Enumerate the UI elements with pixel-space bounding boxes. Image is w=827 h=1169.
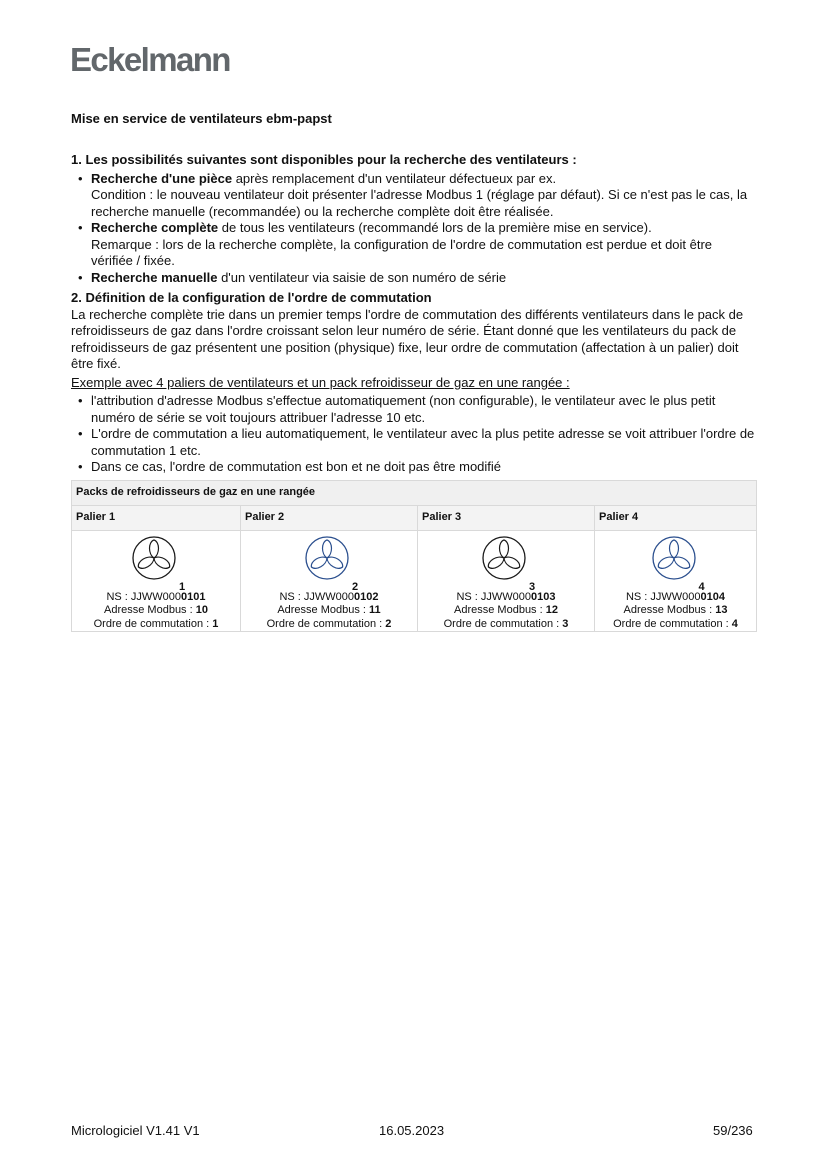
list-item: • L'ordre de commutation a lieu automatiquement, le ventilateur avec la plus petite adresse se voit attribuer l'ordre de commutation 1 etc. [91,426,757,459]
fan-icon [476,535,532,581]
fan-number: 1 [179,580,186,593]
ns-suffix: 0103 [531,590,556,603]
list-item: • l'attribution d'adresse Modbus s'effectue automatiquement (non configurable), le ventilateur avec le plus petit numéro de série se voit toujours attribuer l'adresse 10 etc. [91,393,757,426]
fan-blade [309,554,329,571]
example-list [71,393,757,476]
order-label: Ordre de commutation : [93,617,213,630]
fan-blade [486,554,506,571]
item-extra: Condition : le nouveau ventilateur doit présenter l'adresse Modbus 1 (réglage par défaut). Si ce n'est pas le cas, la recherche manuelle (recommandée) ou la recherche complète doit être réalisée. [91,187,748,219]
addr-label: Adresse Modbus : [277,604,370,616]
fan-number: 2 [352,580,359,593]
ns-prefix: JJWW000 [480,590,532,603]
fan-number: 3 [529,580,536,593]
order-value: 3 [562,617,569,630]
column-header: Palier 3 [418,505,595,530]
list-item: • Dans ce cas, l'ordre de commutation est bon et ne doit pas être modifié [91,459,757,476]
footer-page-number: 59/236 [713,1123,753,1138]
footer-firmware: Micrologiciel V1.41 V1 [71,1123,200,1138]
column-header: Palier 1 [72,505,241,530]
fan-blade [152,554,172,571]
column-header: Palier 2 [241,505,418,530]
addr-label: Adresse Modbus : [104,604,196,616]
fan-number: 4 [698,580,705,593]
item-bold: Recherche complète [91,220,219,235]
fan-icon [299,535,355,581]
order-value: 2 [385,617,392,630]
ns-suffix: 0104 [700,590,726,603]
fan-cell [418,530,595,632]
fan-address [418,604,594,618]
section2-paragraph: La recherche complète trie dans un premier temps l'ordre de commutation des différents ventilateurs dans le pack de refroidisseurs de gaz dans l'ordre croissant selon leur numéro de série. Étant donné que les ventilateurs du pack de refroidisseurs de gaz présentent une position (physique) fixe, leur ordre de commutation (affectation à un palier) doit être fixé. [71,306,744,371]
ns-prefix: JJWW000 [303,590,355,603]
ns-label: NS : [106,590,131,603]
order-label: Ordre de commutation : [266,617,386,630]
fan-address [595,604,756,618]
document-title: Mise en service de ventilateurs ebm-papst [71,111,332,126]
ns-label: NS : [456,590,481,603]
fan-cell [72,530,241,632]
item-bold: Recherche d'une pièce [91,170,233,186]
item-extra: Remarque : lors de la recherche complète, la configuration de l'ordre de commutation est perdue et doit être vérifiée / fixée. [91,236,713,268]
section1-heading: 1. Les possibilités suivantes sont disponibles pour la recherche des ventilateurs : [71,152,577,167]
ns-label: NS : [279,590,304,603]
fan-blade [671,554,691,571]
fan-serial [72,591,240,605]
fan-cell [241,530,418,632]
ns-prefix: JJWW000 [130,590,182,603]
ns-suffix: 0102 [354,590,379,603]
fan-blade [136,554,156,571]
fan-blade [323,540,332,558]
fan-blade [325,554,345,571]
item-text: d'un ventilateur via saisie de son numéro de série [217,269,507,285]
addr-label: Adresse Modbus : [454,604,546,616]
fan-address [241,604,417,618]
addr-value: 13 [715,604,728,616]
addr-value: 11 [369,604,381,616]
document-body [71,152,757,632]
order-label: Ordre de commutation : [613,617,732,630]
fan-blade [502,554,522,571]
fan-blade [656,554,676,571]
order-value: 4 [731,617,738,630]
fan-blade [669,540,678,558]
list-item [91,171,757,221]
footer-date: 16.05.2023 [379,1123,445,1138]
fan-icon [126,535,182,581]
fan-order [241,618,417,632]
column-header: Palier 4 [595,505,757,530]
fan-blade [150,540,159,558]
item-text: de tous les ventilateurs (recommandé lors de la première mise en service). [218,220,652,235]
example-title: Exemple avec 4 paliers de ventilateurs et un pack refroidisseur de gaz en une rangée : [71,374,570,390]
list-item [91,270,757,287]
fan-order [418,618,594,632]
eckelmann-logo: Eckelmann [70,41,230,78]
fan-serial [241,591,417,605]
fan-blade [500,540,509,558]
fan-serial [418,591,594,605]
section2-heading: 2. Définition de la configuration de l'ordre de commutation [71,290,432,305]
fan-address [72,604,240,618]
item-bold: Recherche manuelle [91,269,218,285]
fan-order [72,618,240,632]
search-options-list [71,171,757,287]
addr-value: 12 [545,604,558,616]
addr-value: 10 [195,604,208,616]
fan-stages-table [71,480,757,633]
item-text: après remplacement d'un ventilateur défectueux par ex. [232,170,557,186]
fan-icon [646,535,702,581]
fan-serial [595,591,756,605]
ns-label: NS : [625,590,651,603]
ns-suffix: 0101 [181,590,206,603]
order-label: Ordre de commutation : [443,617,563,630]
order-value: 1 [212,617,219,630]
fan-cell [595,530,757,632]
table-caption: Packs de refroidisseurs de gaz en une rangée [72,480,757,505]
ns-prefix: JJWW000 [650,590,701,603]
addr-label: Adresse Modbus : [623,604,716,616]
list-item [91,220,757,270]
fan-order [595,618,756,632]
